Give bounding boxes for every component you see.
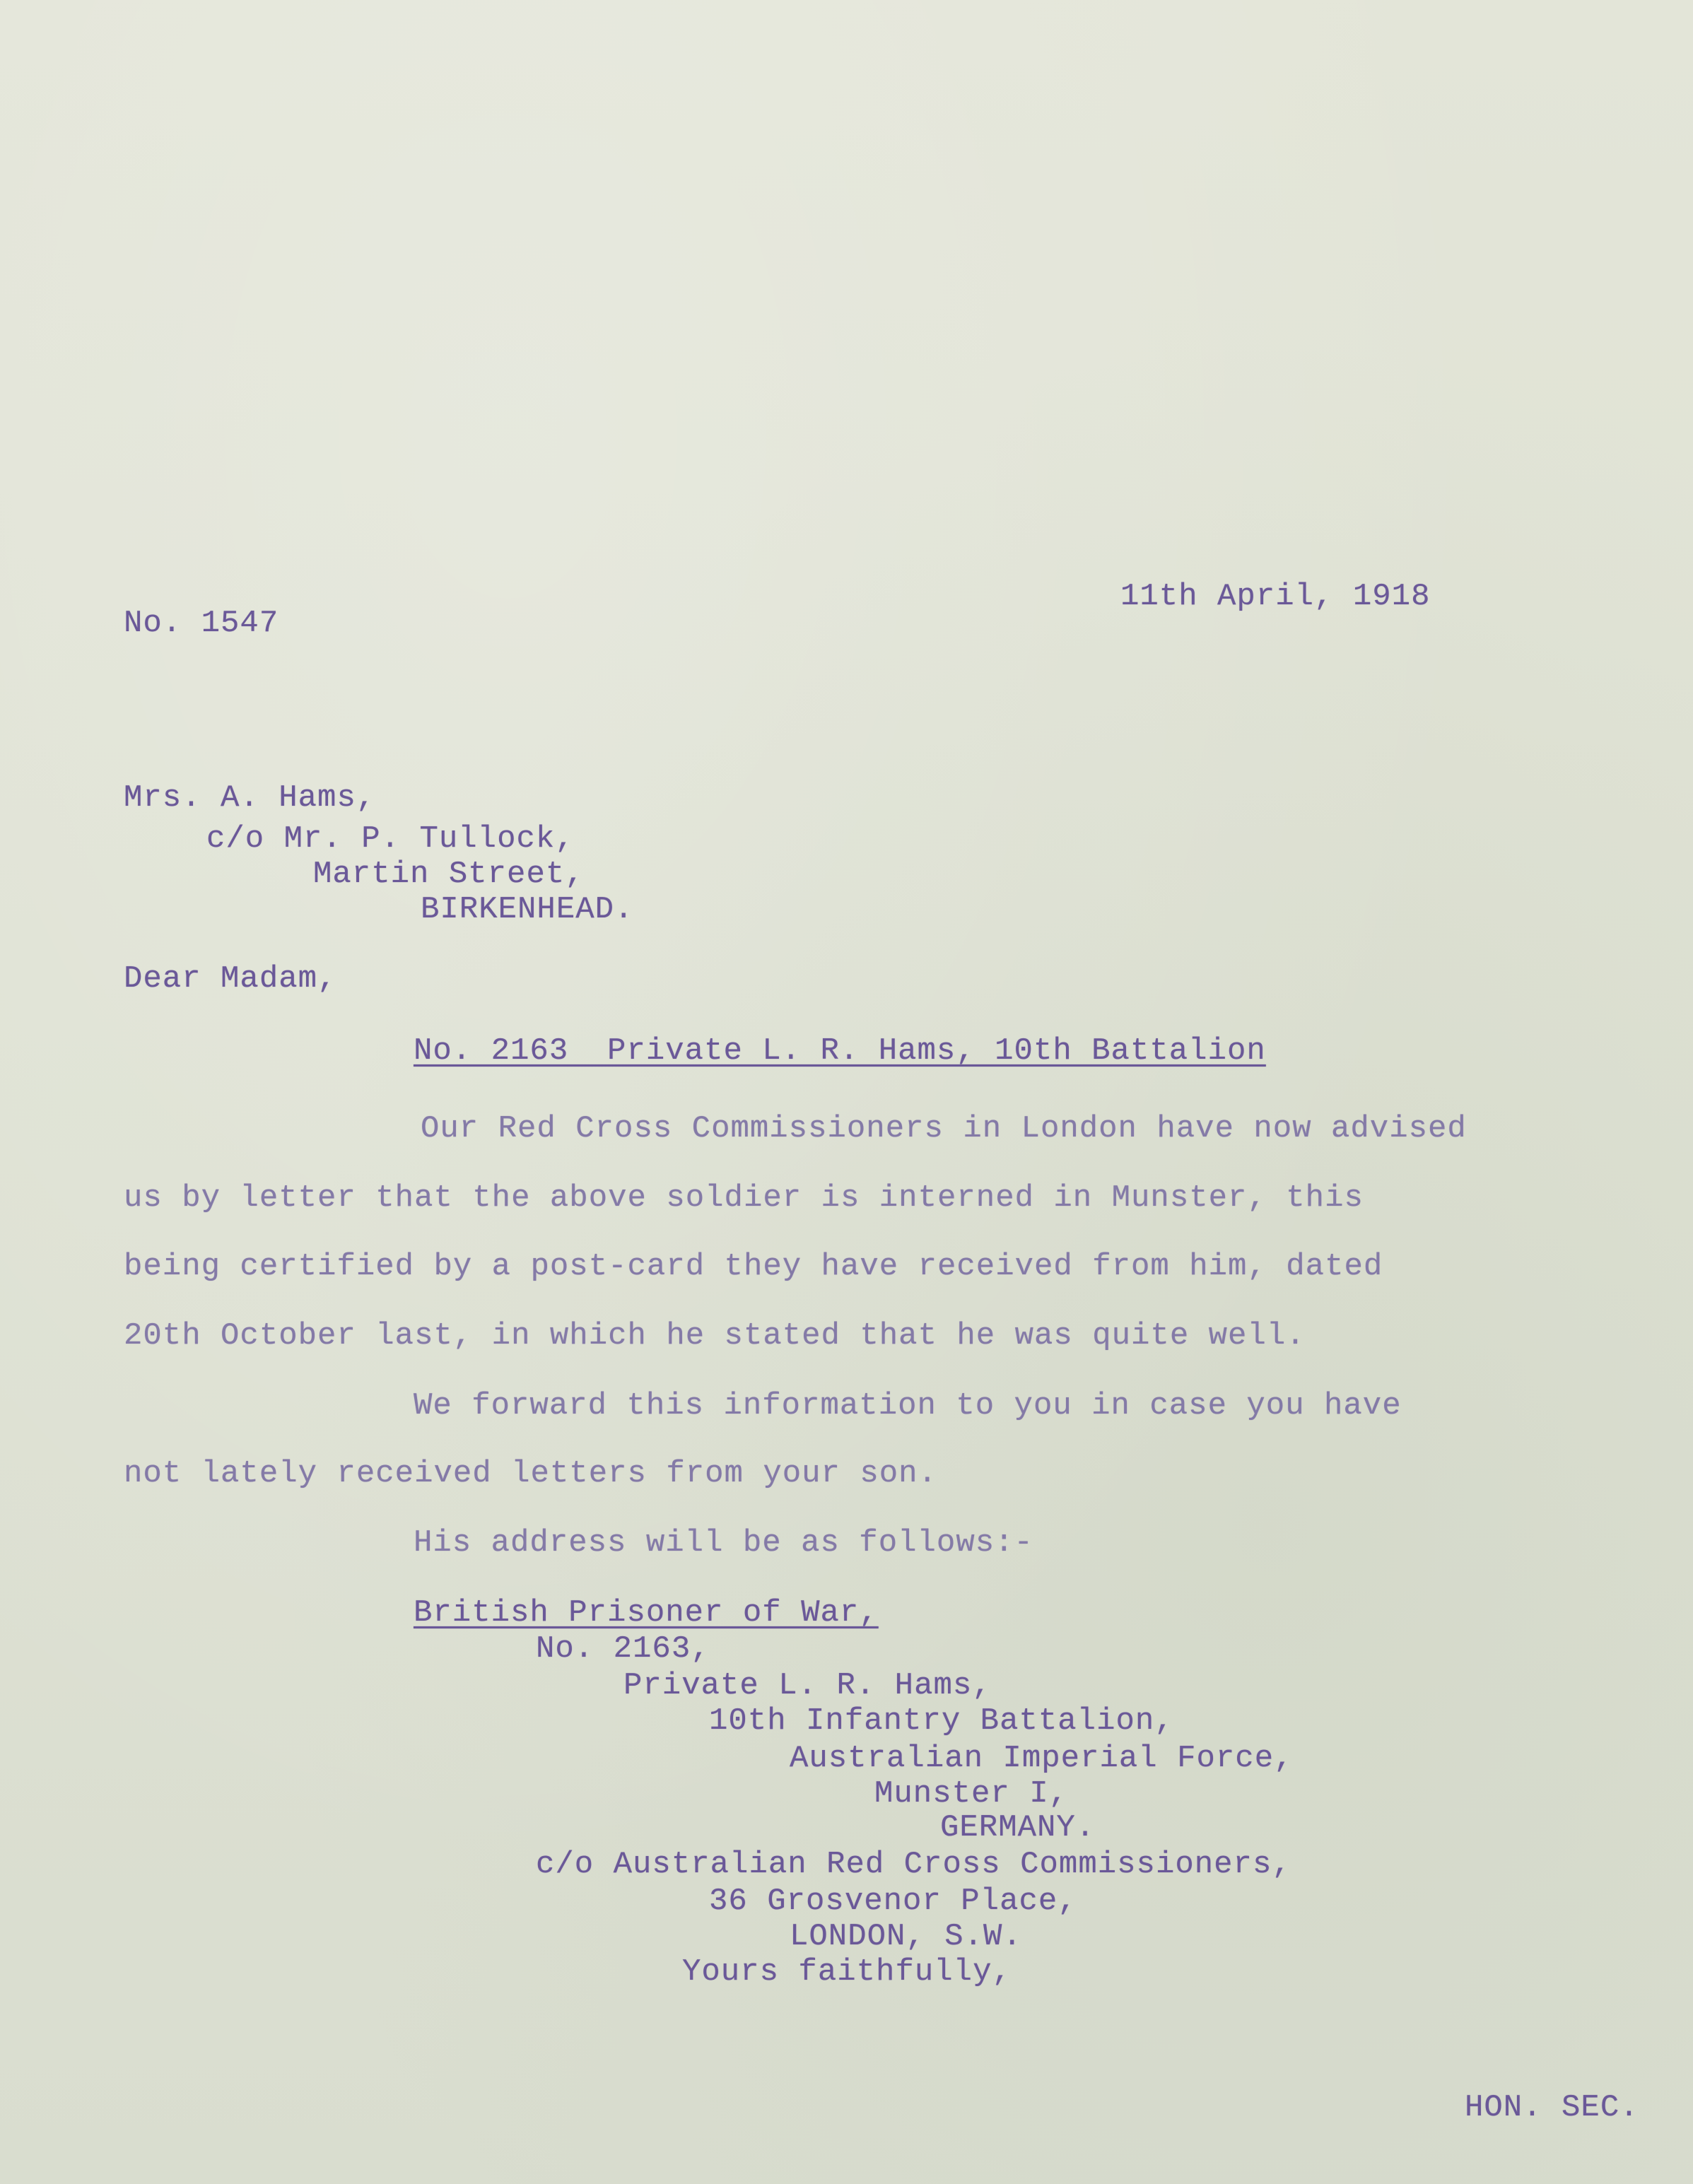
letter-date: 11th April, 1918 xyxy=(1120,579,1431,614)
pow-care-of: c/o Australian Red Cross Commissioners, xyxy=(536,1847,1291,1882)
body-paragraph-2-line-2: not lately received letters from your son. xyxy=(124,1456,937,1491)
recipient-town: BIRKENHEAD. xyxy=(421,892,634,927)
body-paragraph-1-line-4: 20th October last, in which he stated that he was quite well. xyxy=(124,1318,1306,1354)
body-paragraph-2-line-1: We forward this information to you in case you have xyxy=(414,1388,1402,1423)
pow-force: Australian Imperial Force, xyxy=(790,1741,1294,1776)
pow-street: 36 Grosvenor Place, xyxy=(709,1884,1077,1919)
signature-title: HON. SEC. xyxy=(1465,2090,1639,2125)
subject-line: No. 2163 Private L. R. Hams, 10th Battalion xyxy=(414,1033,1266,1069)
body-paragraph-1-line-3: being certified by a post-card they have received from him, dated xyxy=(124,1249,1383,1284)
recipient-name: Mrs. A. Hams, xyxy=(124,780,376,816)
recipient-care-of: c/o Mr. P. Tullock, xyxy=(206,821,575,857)
body-paragraph-1-line-1: Our Red Cross Commissioners in London have now advised xyxy=(421,1111,1467,1146)
closing: Yours faithfully, xyxy=(682,1954,1012,1990)
body-paragraph-3-line-1: His address will be as follows:- xyxy=(414,1525,1033,1561)
pow-soldier-name: Private L. R. Hams, xyxy=(623,1668,992,1703)
salutation: Dear Madam, xyxy=(124,961,337,997)
body-paragraph-1-line-2: us by letter that the above soldier is interned in Munster, this xyxy=(124,1180,1364,1216)
pow-country: GERMANY. xyxy=(940,1810,1096,1845)
reference-number: No. 1547 xyxy=(124,606,279,641)
pow-unit: 10th Infantry Battalion, xyxy=(709,1703,1174,1739)
pow-number: No. 2163, xyxy=(536,1631,710,1667)
pow-city: LONDON, S.W. xyxy=(790,1919,1022,1954)
recipient-street: Martin Street, xyxy=(313,857,585,892)
pow-camp: Munster I, xyxy=(874,1776,1069,1812)
pow-heading: British Prisoner of War, xyxy=(414,1595,879,1631)
